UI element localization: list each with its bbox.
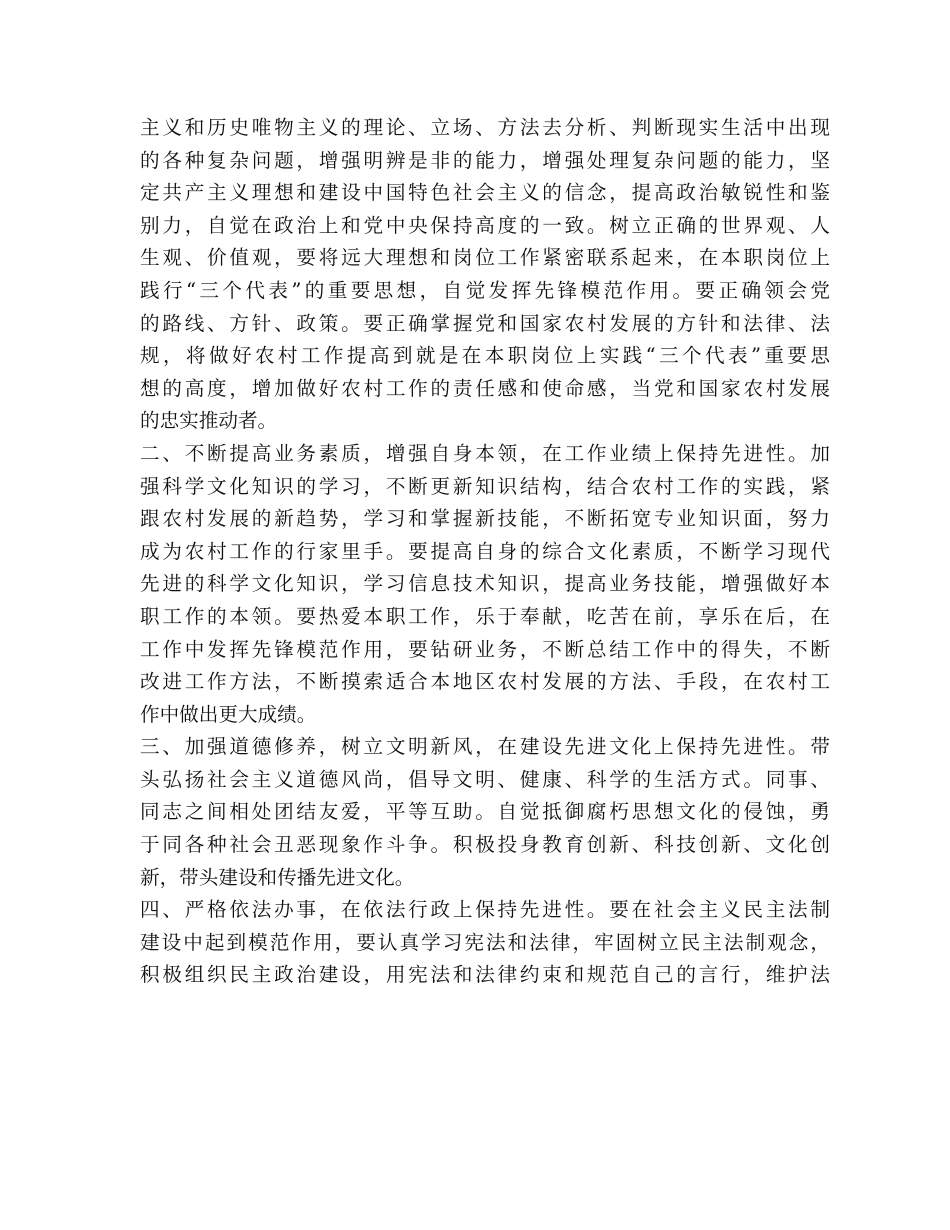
text-line: 改进工作方法，不断摸索适合本地区农村发展的方法、手段，在农村工	[140, 670, 830, 694]
text-line: 强科学文化知识的学习，不断更新知识结构，结合农村工作的实践，紧	[140, 474, 830, 498]
body-text	[140, 112, 830, 992]
text-line: 成为农村工作的行家里手。要提高自身的综合文化素质，不断学习现代	[140, 539, 830, 563]
text-line: 规，将做好农村工作提高到就是在本职岗位上实践“三个代表”重要思	[140, 344, 830, 368]
text-line: 工作中发挥先锋模范作用，要钻研业务，不断总结工作中的得失，不断	[140, 637, 830, 661]
text-line: 别力，自觉在政治上和党中央保持高度的一致。树立正确的世界观、人	[140, 213, 830, 237]
text-line: 的路线、方针、政策。要正确掌握党和国家农村发展的方针和法律、法	[140, 311, 830, 335]
text-line: 职工作的本领。要热爱本职工作，乐于奉献，吃苦在前，享乐在后，在	[140, 604, 830, 628]
text-line: 同志之间相处团结友爱，平等互助。自觉抵御腐朽思想文化的侵蚀，勇	[140, 800, 830, 824]
text-line: 主义和历史唯物主义的理论、立场、方法去分析、判断现实生活中出现	[140, 116, 830, 139]
text-line: 先进的科学文化知识，学习信息技术知识，提高业务技能，增强做好本	[140, 572, 830, 596]
text-line: 建设中起到模范作用，要认真学习宪法和法律，牢固树立民主法制观念，	[140, 930, 830, 954]
text-line: 头弘扬社会主义道德风尚，倡导文明、健康、科学的生活方式。同事、	[140, 767, 830, 791]
text-line: 践行“三个代表”的重要思想，自觉发挥先锋模范作用。要正确领会党	[140, 278, 830, 302]
text-line: 的忠实推动者。	[140, 409, 278, 433]
text-line: 于同各种社会丑恶现象作斗争。积极投身教育创新、科技创新、文化创	[140, 833, 830, 857]
text-line: 新，带头建设和传播先进文化。	[140, 865, 415, 889]
text-line: 想的高度，增加做好农村工作的责任感和使命感，当党和国家农村发展	[140, 376, 830, 400]
text-line: 定共产主义理想和建设中国特色社会主义的信念，提高政治敏锐性和鉴	[140, 181, 830, 205]
text-line: 二、不断提高业务素质，增强自身本领，在工作业绩上保持先进性。加	[140, 441, 830, 465]
text-line: 跟农村发展的新趋势，学习和掌握新技能，不断拓宽专业知识面，努力	[140, 507, 830, 531]
text-line: 生观、价值观，要将远大理想和岗位工作紧密联系起来，在本职岗位上	[140, 246, 830, 270]
text-line: 作中做出更大成绩。	[140, 702, 317, 726]
text-line: 的各种复杂问题，增强明辨是非的能力，增强处理复杂问题的能力，坚	[140, 148, 830, 172]
text-line: 积极组织民主政治建设，用宪法和法律约束和规范自己的言行，维护法	[140, 963, 830, 987]
text-line: 四、严格依法办事，在依法行政上保持先进性。要在社会主义民主法制	[140, 898, 830, 922]
text-line: 三、加强道德修养，树立文明新风，在建设先进文化上保持先进性。带	[140, 735, 830, 759]
